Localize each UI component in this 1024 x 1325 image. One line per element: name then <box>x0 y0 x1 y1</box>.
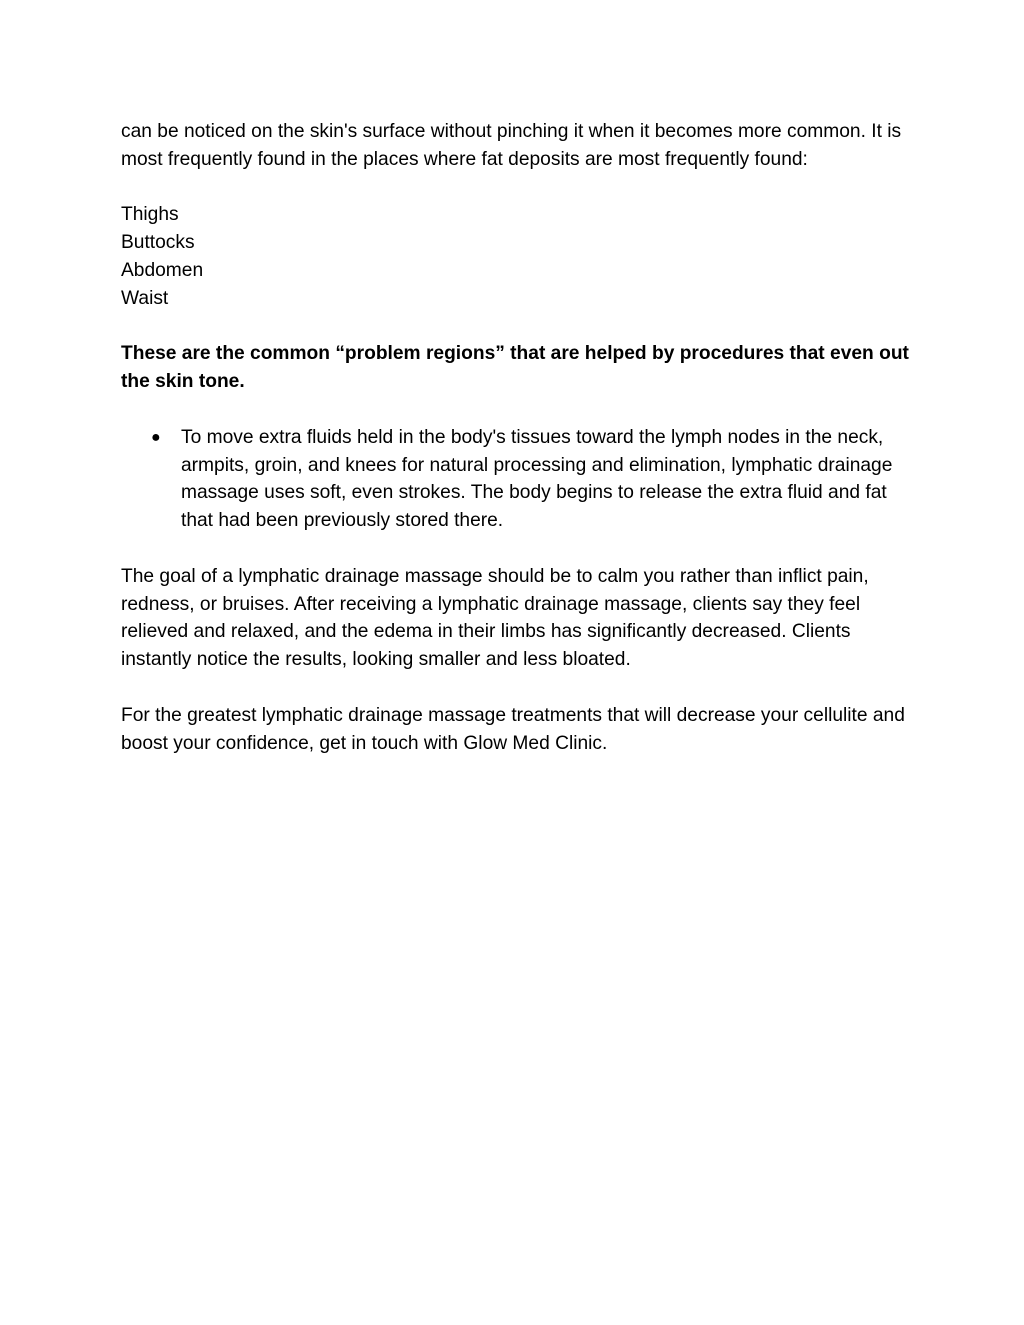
cta-paragraph: For the greatest lymphatic drainage massage treatments that will decrease your cellulite and boost your confidence, get in touch with Glow Med Clinic. <box>121 704 905 754</box>
body-area-item: Thighs <box>121 204 179 226</box>
body-area-item: Abdomen <box>121 259 204 281</box>
bullet-dot-icon: ● <box>151 428 161 446</box>
bullet-item <box>121 424 911 535</box>
spacer <box>121 535 911 563</box>
spacer <box>121 674 911 702</box>
spacer <box>121 174 911 202</box>
document-page <box>121 118 911 757</box>
spacer <box>121 313 911 341</box>
spacer <box>121 396 911 424</box>
intro-paragraph: can be noticed on the skin's surface without pinching it when it becomes more common. It is most frequently found in the places where fat deposits are most frequently found: <box>121 121 902 170</box>
body-area-item: Waist <box>121 287 169 309</box>
body-area-list <box>121 201 911 312</box>
body-area-item: Buttocks <box>121 232 195 254</box>
bullet-list <box>121 424 911 535</box>
goal-paragraph: The goal of a lymphatic drainage massage should be to calm you rather than inflict pain, redness, or bruises. After receiving a lymphatic drainage massage, clients say they feel relieved and relaxed, and the edema in their limbs has significantly decreased. Clients instantly notice the results, looking smaller and less bloated. <box>121 565 869 671</box>
bold-statement: These are the common “problem regions” that are helped by procedures that even out the skin tone. <box>121 343 909 393</box>
bullet-text: To move extra fluids held in the body's tissues toward the lymph nodes in the neck, armpits, groin, and knees for natural processing and elimination, lymphatic drainage massage uses soft, even strokes. The body begins to release the extra fluid and fat that had been previously stored there. <box>181 426 893 532</box>
